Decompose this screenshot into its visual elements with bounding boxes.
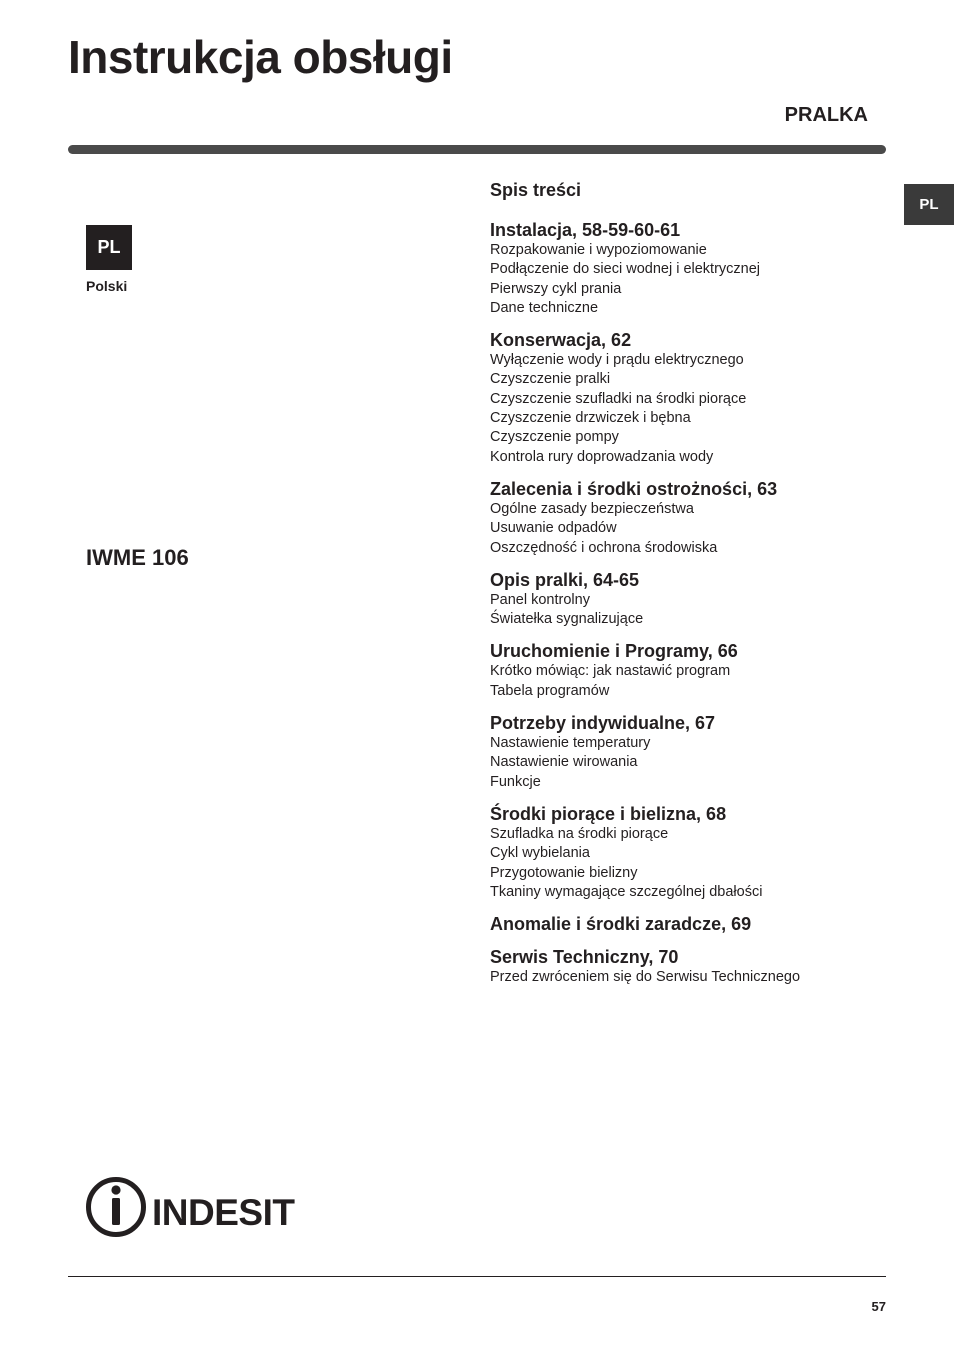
toc-item: Przed zwróceniem się do Serwisu Technicznego [490, 969, 801, 986]
toc-item: Kontrola rury doprowadzania wody [490, 448, 714, 465]
model-name: IWME 106 [86, 545, 189, 570]
toc-item: Krótko mówiąc: jak nastawić program [490, 663, 731, 680]
page-title: Instrukcja obsługi [68, 31, 453, 83]
toc-section-title: Instalacja, 58-59-60-61 [490, 220, 681, 240]
toc-item: Szufladka na środki piorące [490, 825, 669, 842]
toc-section [490, 329, 890, 467]
toc-item: Nastawienie temperatury [490, 735, 651, 752]
toc-section-title: Konserwacja, 62 [490, 330, 632, 351]
toc-section-title: Serwis Techniczny, 70 [490, 947, 679, 968]
logo-wordmark: INDESIT [152, 1192, 295, 1233]
toc-section-title: Zalecenia i środki ostrożności, 63 [490, 478, 778, 499]
header-rule [68, 145, 886, 154]
toc-item: Funkcje [490, 773, 541, 790]
toc-section [490, 569, 890, 630]
toc-item: Czyszczenie szufladki na środki piorące [490, 390, 747, 407]
toc-section-title: Potrzeby indywidualne, 67 [490, 713, 716, 734]
toc-section [490, 478, 890, 558]
footer-rule [68, 1276, 886, 1277]
toc-item: Czyszczenie pralki [490, 371, 611, 388]
table-of-contents [490, 219, 890, 998]
toc-item: Pierwszy cykl prania [490, 280, 622, 297]
toc-section-title: Opis pralki, 64-65 [490, 569, 640, 590]
toc-item: Oszczędność i ochrona środowiska [490, 539, 718, 556]
toc-item: Tkaniny wymagające szczególnej dbałości [490, 883, 763, 900]
toc-item: Przygotowanie bielizny [490, 864, 638, 881]
indesit-logo [86, 1176, 318, 1238]
toc-item: Czyszczenie drzwiczek i bębna [490, 410, 691, 427]
toc-item: Dane techniczne [490, 299, 599, 316]
toc-item: Wyłączenie wody i prądu elektrycznego [490, 352, 744, 369]
product-type: PRALKA [784, 104, 868, 126]
toc-item: Panel kontrolny [490, 591, 590, 608]
toc-item: Usuwanie odpadów [490, 520, 617, 537]
toc-item: Ogólne zasady bezpieczeństwa [490, 500, 694, 517]
toc-section [490, 803, 890, 902]
toc-item: Tabela programów [490, 682, 610, 699]
toc-item: Czyszczenie pompy [490, 429, 619, 446]
toc-section-title: Środki piorące i bielizna, 68 [490, 803, 727, 824]
logo-dot-icon [111, 1185, 120, 1194]
toc-section-title: Anomalie i środki zaradcze, 69 [490, 914, 752, 935]
language-badge: PL [86, 225, 132, 270]
language-name: Polski [86, 278, 128, 294]
toc-item: Nastawienie wirowania [490, 754, 638, 771]
toc-item: Podłączenie do sieci wodnej i elektrycznej [490, 261, 761, 278]
toc-heading: Spis treści [490, 180, 582, 200]
toc-section [490, 640, 890, 701]
toc-section [490, 946, 890, 987]
toc-item: Rozpakowanie i wypoziomowanie [490, 242, 707, 258]
toc-section-title: Uruchomienie i Programy, 66 [490, 641, 738, 662]
toc-section [490, 712, 890, 792]
toc-section [490, 219, 890, 318]
logo-stem-icon [112, 1198, 120, 1225]
toc-item: Cykl wybielania [490, 845, 590, 862]
toc-item: Światełka sygnalizujące [490, 611, 644, 628]
language-side-tab: PL [904, 184, 954, 225]
toc-section [490, 913, 890, 935]
page-number: 57 [871, 1299, 886, 1314]
